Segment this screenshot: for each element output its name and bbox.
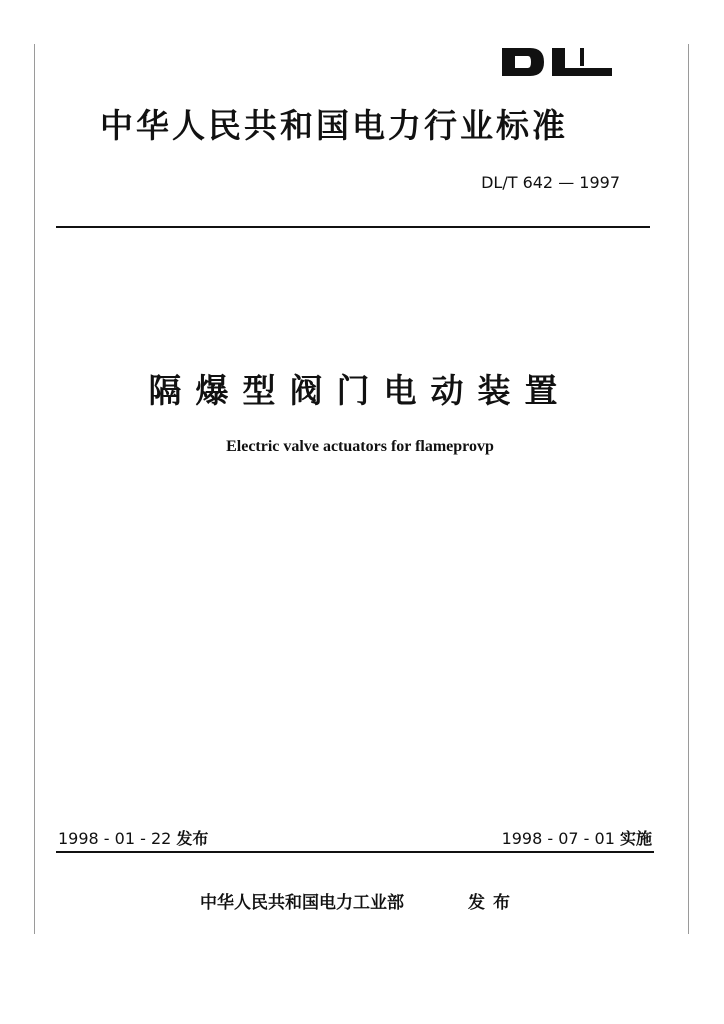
implement-date: 1998 - 07 - 01 (501, 829, 615, 848)
issue-label: 发布 (176, 829, 209, 848)
standard-category-title: 中华人民共和国电力行业标准 (100, 106, 568, 145)
publisher-name: 中华人民共和国电力工业部 (200, 893, 404, 913)
header-divider (56, 226, 650, 228)
document-title-cn: 隔爆型阀门电动装置 (148, 371, 572, 410)
implement-label: 实施 (619, 829, 652, 848)
dl-logo (500, 44, 615, 80)
scan-edge-left (34, 44, 35, 934)
scan-edge-right (688, 44, 689, 934)
implement-date-line (480, 826, 652, 849)
issue-date: 1998 - 01 - 22 (58, 829, 172, 848)
standard-number: DL/T 642 — 1997 (481, 173, 620, 192)
publish-word: 发布 (468, 893, 518, 913)
issue-date-line (58, 826, 208, 849)
footer-divider (56, 851, 654, 853)
document-title-en: Electric valve actuators for flameprovp (226, 438, 494, 455)
